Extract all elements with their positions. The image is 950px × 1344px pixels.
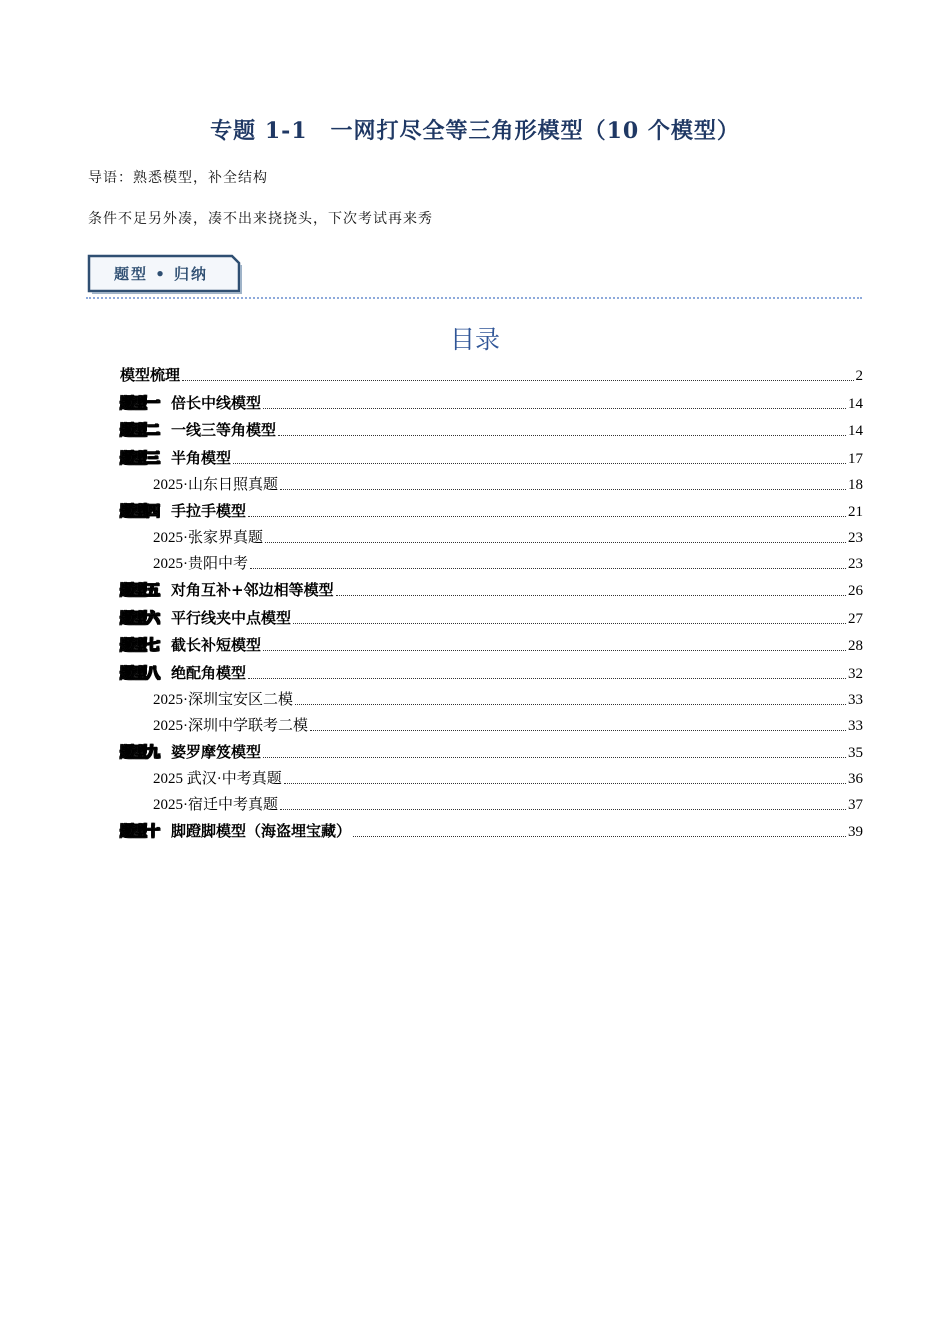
toc-leader-dots (295, 704, 846, 705)
toc-entry-tag: 题型六 (120, 610, 159, 627)
toc-entry-page: 32 (848, 665, 863, 682)
toc-leader-dots (263, 757, 846, 758)
toc-entry-label: 半角模型 (171, 448, 232, 467)
toc-entry-label: 2025·张家界真题 (153, 529, 263, 546)
toc-leader-dots (250, 568, 846, 569)
document-title: 专题 1-1 一网打尽全等三角形模型（10 个模型） (210, 118, 740, 144)
toc-leader-dots (182, 380, 853, 381)
section-divider (86, 297, 862, 299)
toc-leader-dots (265, 542, 846, 543)
toc-entry-tag: 题型八 (120, 665, 159, 682)
toc-entry-label: 截长补短模型 (171, 636, 262, 655)
toc-entry-tag: 题型十 (120, 824, 159, 841)
toc-entry-label: 2025·山东日照真题 (153, 476, 278, 493)
toc-entry-page: 14 (848, 395, 863, 412)
toc-entry-page: 37 (848, 796, 863, 813)
toc-entry-label: 手拉手模型 (171, 501, 247, 520)
toc-entry-label: 2025·贵阳中考 (153, 555, 248, 572)
toc-entry-page: 33 (848, 691, 863, 708)
toc-entry[interactable] (120, 573, 863, 600)
toc-entry[interactable] (120, 385, 863, 412)
toc-entry-page: 36 (848, 770, 863, 787)
toc-entry[interactable] (120, 788, 863, 814)
toc-entry-label: 脚蹬脚模型（海盗埋宝藏） (171, 822, 352, 841)
toc-entry-label: 2025·宿迁中考真题 (153, 796, 278, 813)
toc-entry[interactable] (120, 628, 863, 655)
toc-leader-dots (263, 650, 846, 651)
toc-entry-tag: 题型五 (120, 583, 159, 600)
toc-entry-tag: 题型七 (120, 638, 159, 655)
toc-entry[interactable] (120, 683, 863, 709)
toc-entry-page: 2 (855, 368, 863, 385)
toc-entry-tag: 题型四 (120, 503, 159, 520)
toc-entry[interactable] (120, 655, 863, 682)
toc-leader-dots (353, 836, 846, 837)
toc-entry[interactable] (120, 735, 863, 762)
table-of-contents (120, 358, 863, 841)
toc-entry-label: 平行线夹中点模型 (171, 608, 292, 627)
toc-entry-page: 21 (848, 503, 863, 520)
toc-entry-page: 23 (848, 555, 863, 572)
toc-entry-page: 26 (848, 583, 863, 600)
toc-entry[interactable] (120, 413, 863, 440)
toc-entry-label: 绝配角模型 (171, 663, 247, 682)
toc-entry-tag: 题型二 (120, 423, 159, 440)
toc-leader-dots (280, 809, 846, 810)
toc-entry-tag: 题型九 (120, 744, 159, 761)
toc-entry-label: 2025 武汉·中考真题 (153, 770, 282, 787)
toc-entry-label: 婆罗摩笈模型 (171, 742, 262, 761)
toc-leader-dots (310, 730, 846, 731)
toc-entry[interactable] (120, 440, 863, 467)
toc-leader-dots (248, 516, 846, 517)
toc-entry-page: 35 (848, 744, 863, 761)
toc-entry-page: 17 (848, 450, 863, 467)
toc-entry[interactable] (120, 494, 863, 521)
toc-leader-dots (233, 463, 846, 464)
toc-entry-page: 33 (848, 717, 863, 734)
toc-leader-dots (284, 783, 846, 784)
toc-entry-tag: 题型三 (120, 450, 159, 467)
section-badge (86, 253, 242, 295)
toc-entry-label: 倍长中线模型 (171, 393, 262, 412)
toc-entry[interactable] (120, 814, 863, 841)
intro-line-2: 条件不足另外凑，凑不出来挠挠头，下次考试再来秀 (88, 211, 433, 227)
toc-entry-label: 一线三等角模型 (171, 421, 277, 440)
toc-entry[interactable] (120, 468, 863, 494)
badge-label: 题型 • 归纳 (113, 265, 209, 283)
toc-entry-page: 39 (848, 824, 863, 841)
toc-entry-label: 2025·深圳宝安区二模 (153, 691, 293, 708)
toc-entry-page: 14 (848, 423, 863, 440)
toc-entry[interactable] (120, 709, 863, 735)
toc-leader-dots (263, 408, 846, 409)
toc-leader-dots (280, 489, 846, 490)
toc-entry-label: 模型梳理 (120, 366, 181, 385)
toc-entry-tag: 题型一 (120, 395, 159, 412)
toc-leader-dots (248, 678, 846, 679)
toc-entry-page: 27 (848, 610, 863, 627)
toc-leader-dots (278, 435, 846, 436)
toc-entry-page: 28 (848, 638, 863, 655)
toc-entry-label: 2025·深圳中学联考二模 (153, 717, 308, 734)
toc-entry[interactable] (120, 358, 863, 385)
toc-entry-page: 23 (848, 529, 863, 546)
toc-entry-page: 18 (848, 476, 863, 493)
toc-entry[interactable] (120, 521, 863, 547)
toc-entry-label: 对角互补+邻边相等模型 (171, 581, 334, 600)
toc-leader-dots (293, 623, 846, 624)
intro-line-1: 导语：熟悉模型，补全结构 (88, 170, 268, 186)
toc-entry[interactable] (120, 547, 863, 573)
toc-leader-dots (336, 595, 846, 596)
toc-heading: 目录 (449, 325, 500, 354)
toc-entry[interactable] (120, 600, 863, 627)
toc-entry[interactable] (120, 762, 863, 788)
